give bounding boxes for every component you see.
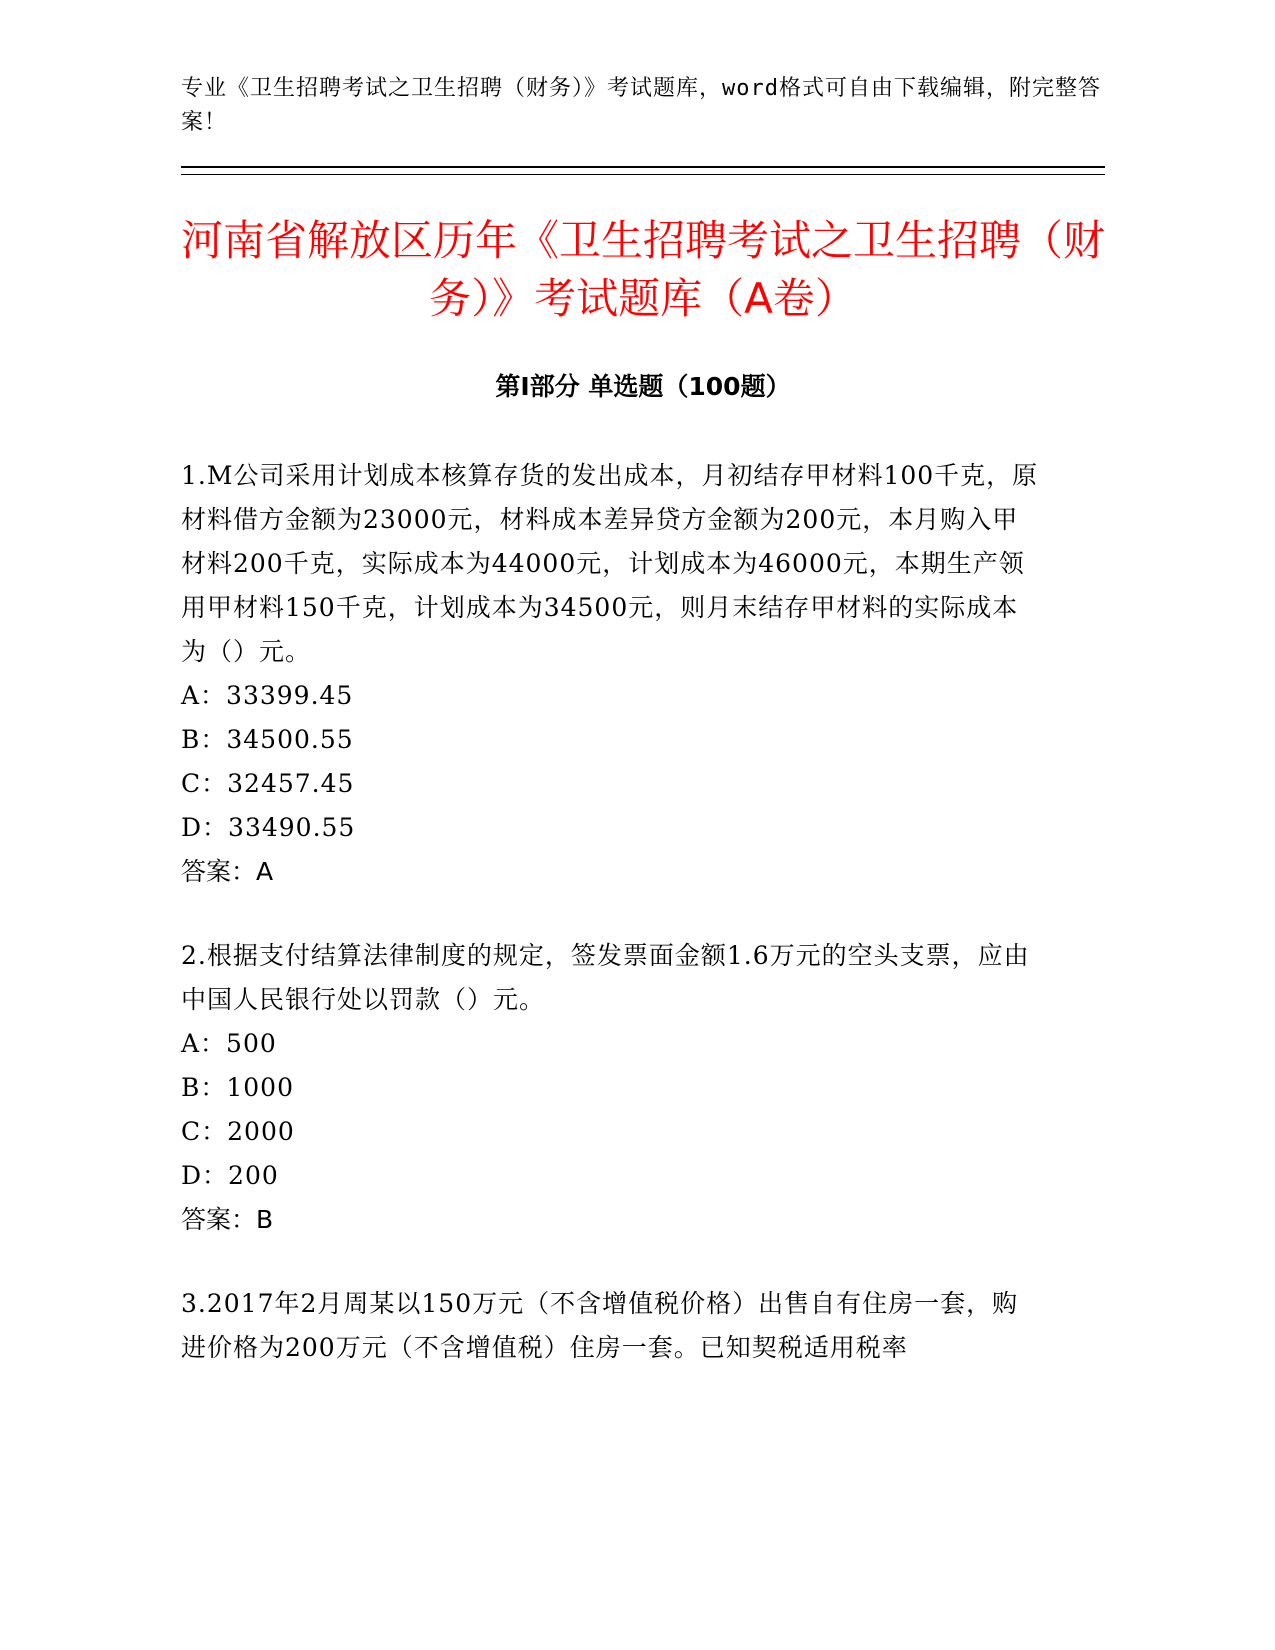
question-stem: 2.根据支付结算法律制度的规定，签发票面金额1.6万元的空头支票，应由中国人民银行处以罚款（）元。 xyxy=(181,941,1030,1014)
option-d: D：33490.55 xyxy=(181,813,356,842)
answer: 答案：A xyxy=(181,857,274,886)
header-rule-thick xyxy=(181,166,1105,168)
header-note: 专业《卫生招聘考试之卫生招聘（财务）》考试题库，word格式可自由下载编辑，附完整答案！ xyxy=(181,76,1101,135)
section-title: 第I部分 单选题（100题） xyxy=(495,372,791,401)
option-d: D：200 xyxy=(181,1161,279,1190)
answer: 答案：B xyxy=(181,1205,274,1234)
option-b: B：34500.55 xyxy=(181,725,354,754)
question-stem: 1.M公司采用计划成本核算存货的发出成本，月初结存甲材料100千克，原材料借方金额为23000元，材料成本差异贷方金额为200元，本月购入甲材料200千克，实际成本为44000元，计划成本为46000元，本期生产领用甲材料150千克，计划成本为34500元，则月末结存甲材料的实际成本为（）元。 xyxy=(181,461,1039,666)
option-a: A：500 xyxy=(181,1029,277,1058)
question-list xyxy=(181,454,1041,1370)
option-b: B：1000 xyxy=(181,1073,294,1102)
option-a: A：33399.45 xyxy=(181,681,354,710)
option-c: C：32457.45 xyxy=(181,769,355,798)
question-3 xyxy=(181,1282,1041,1370)
header-rule-thin xyxy=(181,174,1105,175)
question-stem: 3.2017年2月周某以150万元（不含增值税价格）出售自有住房一套，购进价格为200万元（不含增值税）住房一套。已知契税适用税率 xyxy=(181,1289,1019,1362)
option-c: C：2000 xyxy=(181,1117,295,1146)
question-2 xyxy=(181,934,1041,1242)
document-title: 河南省解放区历年《卫生招聘考试之卫生招聘（财务）》考试题库（A卷） xyxy=(181,216,1106,323)
question-1 xyxy=(181,454,1041,894)
